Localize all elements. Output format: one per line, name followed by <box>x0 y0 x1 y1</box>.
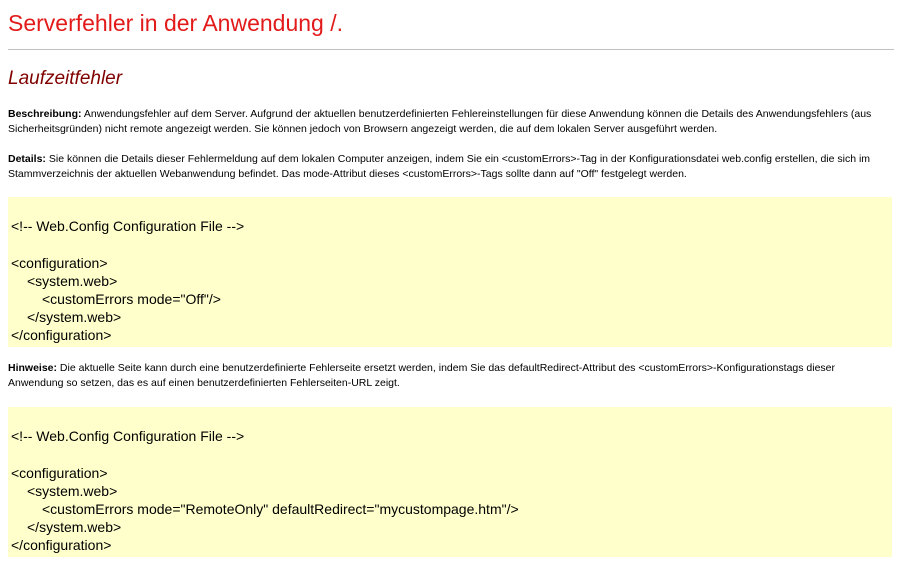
details-paragraph <box>8 152 888 182</box>
code-close-system-web: </system.web> <box>27 309 122 325</box>
code-close-system-web: </system.web> <box>27 519 122 535</box>
code-comment: <!-- Web.Config Configuration File --> <box>11 218 245 234</box>
code-custom-errors: <customErrors mode="RemoteOnly" defaultRedirect="mycustompage.htm"/> <box>42 501 519 517</box>
details-text: Sie können die Details dieser Fehlermeldung auf dem lokalen Computer anzeigen, indem Sie ein <customErrors>-Tag in der Konfigurationsdatei web.config erstellen, die sich im Stammverzeichnis der aktuellen Webanwendung befindet. Das mode-Attribut dieses <customErrors>-Tags sollte dann auf "Off" festgelegt werden. <box>8 153 871 180</box>
config-code-block-remote <box>8 407 892 557</box>
title-divider <box>8 49 894 50</box>
description-text: Anwendungsfehler auf dem Server. Aufgrund der aktuellen benutzerdefinierten Fehlereinstellungen für diese Anwendung können die Details des Anwendungsfehlers (aus Sicherheitsgründen) nicht remote angezeigt werden. Sie können jedoch von Browsern angezeigt werden, die auf dem lokalen Server ausgeführt werden. <box>8 108 872 135</box>
code-open-configuration: <configuration> <box>11 465 108 481</box>
code-open-system-web: <system.web> <box>27 273 118 289</box>
notes-paragraph <box>8 361 888 391</box>
description-paragraph <box>8 107 888 137</box>
page-subtitle: Laufzeitfehler <box>8 68 123 89</box>
notes-text: Die aktuelle Seite kann durch eine benutzerdefinierte Fehlerseite ersetzt werden, indem Sie das defaultRedirect-Attribut des <customErrors>-Konfigurationstags dieser Anwendung so setzen, das es auf einen benutzerdefinierten Fehlerseiten-URL zeigt. <box>8 362 836 389</box>
code-open-configuration: <configuration> <box>11 255 108 271</box>
notes-label: Hinweise: <box>8 362 58 374</box>
code-open-system-web: <system.web> <box>27 483 118 499</box>
code-comment: <!-- Web.Config Configuration File --> <box>11 428 245 444</box>
code-custom-errors: <customErrors mode="Off"/> <box>42 291 221 307</box>
code-close-configuration: </configuration> <box>11 537 112 553</box>
description-label: Beschreibung: <box>8 108 82 120</box>
page-title: Serverfehler in der Anwendung /. <box>8 10 343 36</box>
details-label: Details: <box>8 153 46 165</box>
code-close-configuration: </configuration> <box>11 327 112 343</box>
config-code-block-off <box>8 197 892 347</box>
